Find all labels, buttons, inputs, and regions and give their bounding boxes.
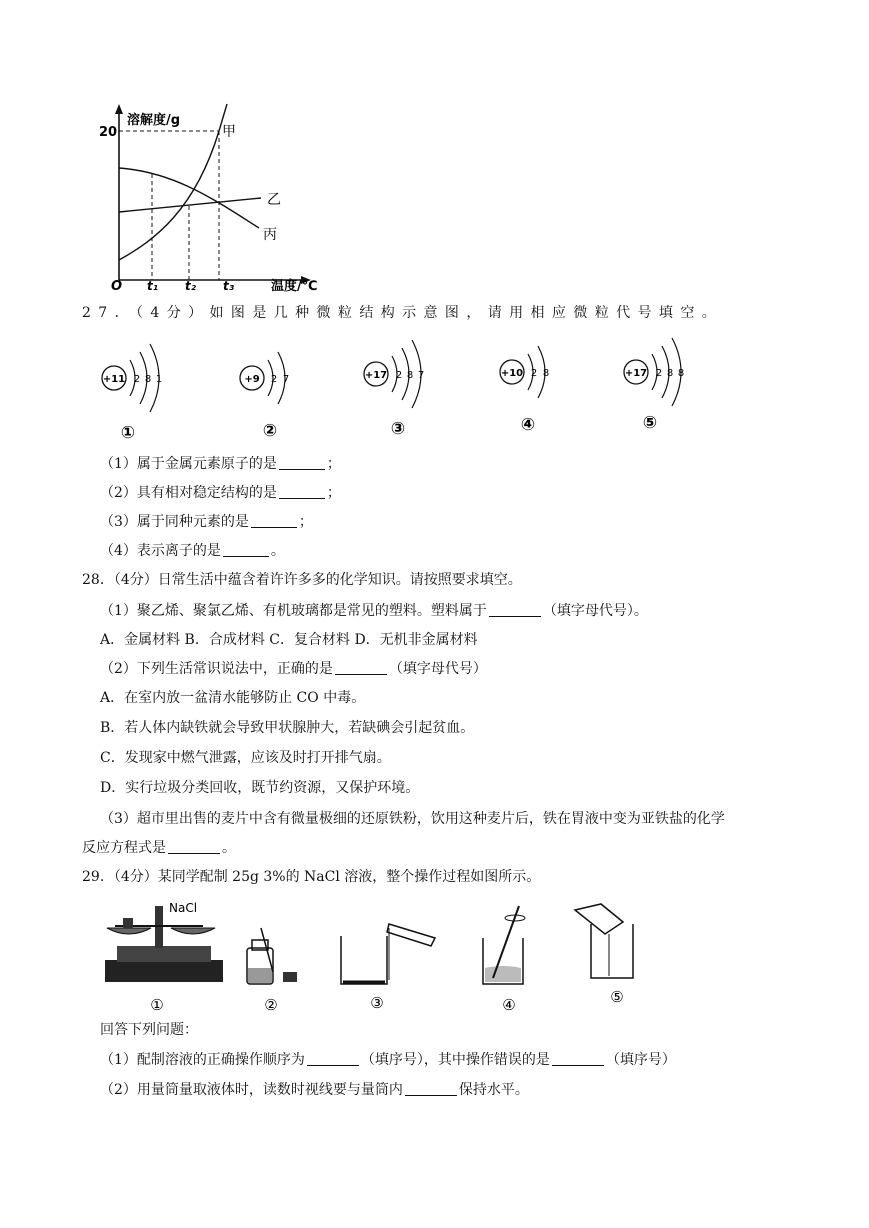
particle-label-2: ②	[262, 421, 278, 441]
particle-label-1: ①	[120, 423, 136, 442]
q27-blank-4[interactable]	[223, 542, 269, 557]
curve-label-jia: 甲	[222, 124, 236, 140]
y-axis-label: 溶解度/g	[127, 113, 181, 128]
particle-1	[102, 344, 162, 442]
q28-sub2: （2）下列生活常识说法中，正确的是 （填字母代号）	[100, 661, 487, 677]
particle-3	[364, 340, 424, 439]
q28-sub3-line2: 反应方程式是 。	[82, 840, 236, 856]
step-label-1: ①	[150, 996, 164, 1014]
q27-blank-3[interactable]	[251, 513, 297, 528]
svg-text:1: 1	[155, 374, 163, 385]
q28-sub1: （1）聚乙烯、聚氯乙烯、有机玻璃都是常见的塑料。塑料属于 （填字母代号）。	[100, 603, 648, 619]
curve-label-bing: 丙	[263, 227, 277, 243]
svg-text:+10: +10	[500, 368, 524, 379]
q29-blank-2[interactable]	[552, 1051, 604, 1066]
svg-text:2: 2	[655, 368, 663, 379]
q29-blank-1[interactable]	[307, 1051, 359, 1066]
beaker-pouring-icon	[341, 924, 435, 1012]
q27-heading: 27．（4分）如图是几种微粒结构示意图，请用相应微粒代号填空。	[82, 305, 724, 321]
step-label-5: ⑤	[610, 988, 624, 1006]
q29-blank-3[interactable]	[405, 1081, 457, 1096]
particle-2	[240, 352, 289, 441]
y-axis-arrow	[115, 104, 123, 114]
y-tick-20: 20	[99, 125, 118, 140]
nacl-label: NaCl	[169, 901, 198, 915]
svg-text:2: 2	[395, 370, 403, 381]
lab-procedure-figure	[95, 898, 695, 1016]
q28-blank-2[interactable]	[335, 660, 387, 675]
particle-4	[500, 346, 549, 435]
svg-text:+9: +9	[244, 374, 260, 385]
q27-item-3: （3）属于同种元素的是 ；	[100, 514, 313, 530]
q29-answer-intro: 回答下列问题：	[100, 1022, 198, 1038]
x-tick-t2: t₂	[185, 279, 196, 293]
svg-text:2: 2	[270, 374, 278, 385]
svg-text:7: 7	[282, 374, 290, 385]
q28-blank-1[interactable]	[489, 602, 541, 617]
beaker-stirring-icon	[483, 906, 525, 1014]
step-label-3: ③	[370, 994, 384, 1012]
svg-text:8: 8	[666, 368, 674, 379]
q28-option-c: C．发现家中燃气泄露，应该及时打开排气扇。	[100, 750, 391, 766]
balance-icon	[105, 901, 223, 1014]
svg-text:8: 8	[677, 368, 685, 379]
curve-yi	[119, 198, 261, 212]
svg-text:+17: +17	[624, 368, 648, 379]
particle-5	[624, 338, 684, 433]
q29-sub1: （1）配制溶液的正确操作顺序为 （填序号），其中操作错误的是 （填序号）	[100, 1052, 676, 1068]
q27-item-1: （1）属于金属元素原子的是 ；	[100, 456, 341, 472]
svg-text:8: 8	[144, 374, 152, 385]
reagent-bottle-icon	[247, 928, 297, 1014]
x-tick-t3: t₃	[223, 279, 234, 293]
q27-blank-2[interactable]	[279, 484, 325, 499]
svg-text:+11: +11	[102, 374, 126, 385]
x-tick-t1: t₁	[147, 279, 158, 293]
q28-sub1-options: A．金属材料 B．合成材料 C．复合材料 D．无机非金属材料	[100, 632, 478, 648]
x-axis-label: 温度/℃	[271, 279, 318, 294]
particle-label-5: ⑤	[642, 413, 658, 433]
svg-text:8: 8	[406, 370, 414, 381]
step-label-2: ②	[264, 996, 278, 1014]
particle-diagrams	[90, 330, 730, 442]
q28-option-a: A．在室内放一盆清水能够防止 CO 中毒。	[100, 690, 366, 706]
svg-text:+17: +17	[364, 370, 388, 381]
particle-label-4: ④	[520, 415, 536, 435]
q29-sub2: （2）用量筒量取液体时，读数时视线要与量筒内 保持水平。	[100, 1082, 529, 1098]
solubility-graph	[95, 100, 345, 295]
step-label-4: ④	[502, 996, 516, 1014]
q27-item-2: （2）具有相对稳定结构的是 ；	[100, 485, 341, 501]
q27-item-4: （4）表示离子的是 。	[100, 543, 285, 559]
q28-heading: 28．（4分）日常生活中蕴含着许许多多的化学知识。请按照要求填空。	[82, 572, 522, 588]
svg-text:7: 7	[417, 370, 425, 381]
curve-label-yi: 乙	[267, 192, 281, 208]
q28-sub3-line1: （3）超市里出售的麦片中含有微量极细的还原铁粉，饮用这种麦片后，铁在胃液中变为亚铁盐的化学	[100, 811, 725, 827]
origin-label: O	[111, 279, 123, 294]
q29-heading: 29．（4分）某同学配制 25g 3%的 NaCl 溶液，整个操作过程如图所示。	[82, 869, 541, 885]
svg-text:8: 8	[542, 368, 550, 379]
particle-label-3: ③	[390, 419, 406, 439]
q28-option-d: D．实行垃圾分类回收，既节约资源，又保护环境。	[100, 780, 420, 796]
svg-text:2: 2	[133, 374, 141, 385]
svg-text:2: 2	[530, 368, 538, 379]
q27-blank-1[interactable]	[279, 455, 325, 470]
q28-blank-3[interactable]	[168, 839, 220, 854]
q28-option-b: B．若人体内缺铁就会导致甲状腺肿大，若缺碘会引起贫血。	[100, 720, 475, 736]
beaker-transfer-icon	[575, 904, 633, 1006]
